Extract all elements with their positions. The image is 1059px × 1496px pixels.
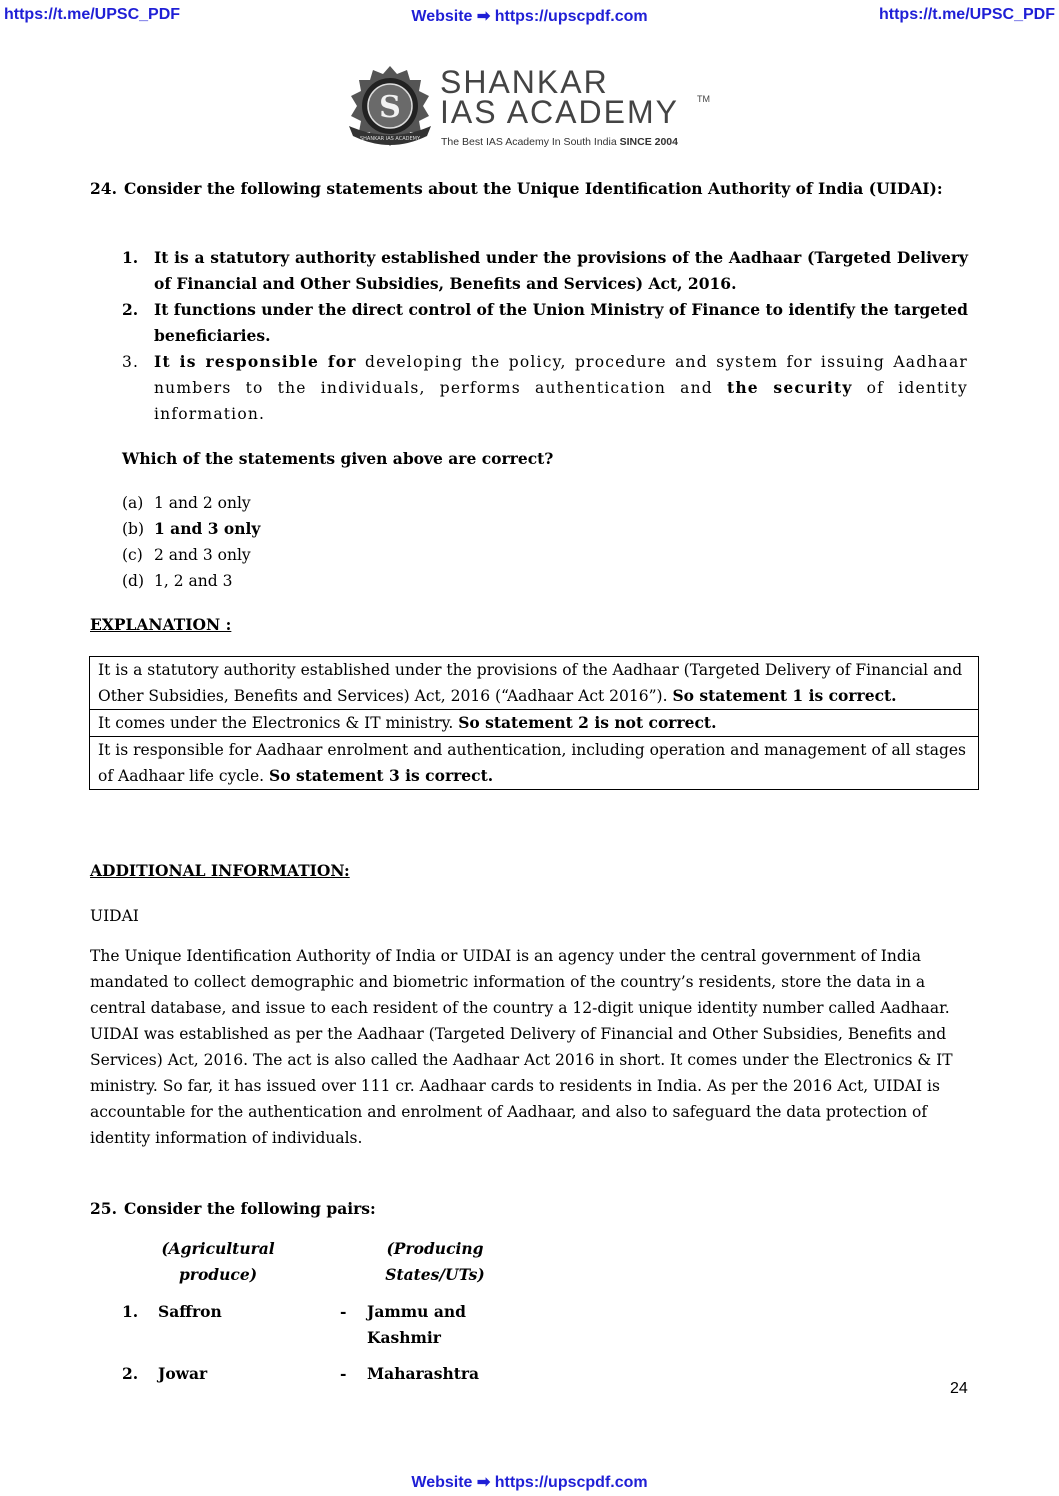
statement-text: It is a statutory authority established under the provisions of the Aadhaar (Targeted Delivery of Financial and Other Subsidies, Benefits and Services) Act, 2016. xyxy=(154,248,968,293)
cell-verdict: So statement 2 is not correct. xyxy=(458,713,717,732)
question-number: 24. xyxy=(90,179,117,198)
logo-tagline xyxy=(441,136,678,148)
tagline-since: SINCE 2004 xyxy=(619,136,678,148)
page-number: 24 xyxy=(950,1380,968,1397)
table-cell xyxy=(90,737,979,790)
pair-1-produce: Saffron xyxy=(158,1302,222,1321)
statement-text xyxy=(154,349,968,427)
question-prompt: Which of the statements given above are correct? xyxy=(122,449,554,468)
cell-text: It is responsible for Aadhaar enrolment and authentication, including operation and management of all stages of Aadhaar life cycle. xyxy=(98,741,966,785)
column-header-produce xyxy=(148,1236,288,1288)
option-label: (d) xyxy=(122,572,145,590)
explanation-heading: EXPLANATION : xyxy=(90,615,232,634)
state-line: Kashmir xyxy=(367,1328,441,1347)
cell-verdict: So statement 3 is correct. xyxy=(269,766,494,785)
column-header-line: States/UTs) xyxy=(385,1265,485,1284)
statement-1 xyxy=(122,245,968,297)
telegram-link-left[interactable]: https://t.me/UPSC_PDF xyxy=(4,6,181,23)
additional-info-heading: ADDITIONAL INFORMATION: xyxy=(90,861,350,880)
question-24 xyxy=(90,175,968,203)
column-header-line: (Agricultural xyxy=(161,1239,275,1258)
column-header-line: produce) xyxy=(178,1265,258,1284)
option-c xyxy=(122,542,251,568)
statement-bold: It is responsible for xyxy=(154,352,357,371)
option-label: (a) xyxy=(122,494,144,512)
svg-text:SHANKAR IAS ACADEMY: SHANKAR IAS ACADEMY xyxy=(359,136,421,142)
column-header-line: (Producing xyxy=(386,1239,484,1258)
statement-mid: developing the policy, procedure and system for issuing Aadhaar numbers to the individuals, performs authentication and xyxy=(154,353,968,397)
statement-number: 3. xyxy=(122,353,140,371)
statement-number: 1. xyxy=(122,248,139,267)
trademark: TM xyxy=(697,94,710,104)
tagline-text: The Best IAS Academy In South India xyxy=(441,136,620,148)
cell-verdict: So statement 1 is correct. xyxy=(672,686,897,705)
statement-2 xyxy=(122,297,968,349)
pair-2-dash: - xyxy=(340,1364,347,1383)
academy-logo xyxy=(345,64,725,156)
option-a xyxy=(122,490,251,516)
logo-name-line1: SHANKAR xyxy=(440,64,609,100)
statement-text: It functions under the direct control of the Union Ministry of Finance to identify the targeted beneficiaries. xyxy=(154,300,968,345)
uidai-subheading: UIDAI xyxy=(90,907,139,925)
option-label: (c) xyxy=(122,546,143,564)
pair-2-state: Maharashtra xyxy=(367,1364,480,1383)
cell-text: It is a statutory authority established under the provisions of the Aadhaar (Targeted Delivery of Financial and Other Subsidies, Benefits and Services) Act, 2016 (“Aadhaar Act 2016”). xyxy=(98,661,963,705)
option-text: 1, 2 and 3 xyxy=(154,572,233,590)
website-link-bottom[interactable]: Website ➡ https://upscpdf.com xyxy=(411,1474,648,1491)
question-text: Consider the following pairs: xyxy=(124,1199,376,1218)
option-label: (b) xyxy=(122,520,145,538)
statement-end: of identity information. xyxy=(154,379,968,423)
website-link-top[interactable]: Website ➡ https://upscpdf.com xyxy=(411,8,648,25)
question-text: Consider the following statements about the Unique Identification Authority of India (UIDAI): xyxy=(124,179,943,198)
telegram-link-right[interactable]: https://t.me/UPSC_PDF xyxy=(878,6,1055,23)
pair-1-dash: - xyxy=(340,1302,347,1321)
logo-name-line2: IAS ACADEMY xyxy=(440,94,679,130)
column-header-states xyxy=(370,1236,500,1288)
pair-1-state xyxy=(367,1299,466,1351)
cell-text: It comes under the Electronics & IT ministry. xyxy=(98,714,459,732)
option-text: 1 and 2 only xyxy=(154,494,251,512)
question-25 xyxy=(90,1196,376,1222)
table-row xyxy=(90,710,979,737)
state-line: Jammu and xyxy=(367,1302,466,1321)
option-d xyxy=(122,568,232,594)
option-b xyxy=(122,516,260,542)
academy-emblem-icon xyxy=(345,64,435,154)
uidai-paragraph: The Unique Identification Authority of India or UIDAI is an agency under the central government of India mandated to collect demographic and biometric information of the country’s residents, store the data in a central database, and issue to each resident of the country a 12-digit unique identity number called Aadhaar. UIDAI was established as per the Aadhaar (Targeted Delivery of Financial and Other Subsidies, Benefits and Services) Act, 2016. The act is also called the Aadhaar Act 2016 in short. It comes under the Electronics & IT ministry. So far, it has issued over 111 cr. Aadhaar cards to residents in India. As per the 2016 Act, UIDAI is accountable for the authentication and enrolment of Aadhaar, and also to safeguard the data protection of identity information of individuals. xyxy=(90,947,953,1147)
statement-bold: the security xyxy=(726,378,853,397)
table-cell xyxy=(90,710,979,737)
table-row xyxy=(90,737,979,790)
question-number: 25. xyxy=(90,1199,117,1218)
pair-1-number: 1. xyxy=(122,1302,139,1321)
pair-2-produce: Jowar xyxy=(158,1364,208,1383)
option-text: 1 and 3 only xyxy=(154,519,261,538)
svg-text:S: S xyxy=(379,90,401,125)
table-row xyxy=(90,657,979,710)
option-text: 2 and 3 only xyxy=(154,546,251,564)
logo-name xyxy=(440,64,679,130)
statement-3 xyxy=(122,349,968,427)
table-cell xyxy=(90,657,979,710)
statement-number: 2. xyxy=(122,300,139,319)
pair-2-number: 2. xyxy=(122,1364,139,1383)
explanation-table xyxy=(89,656,979,790)
